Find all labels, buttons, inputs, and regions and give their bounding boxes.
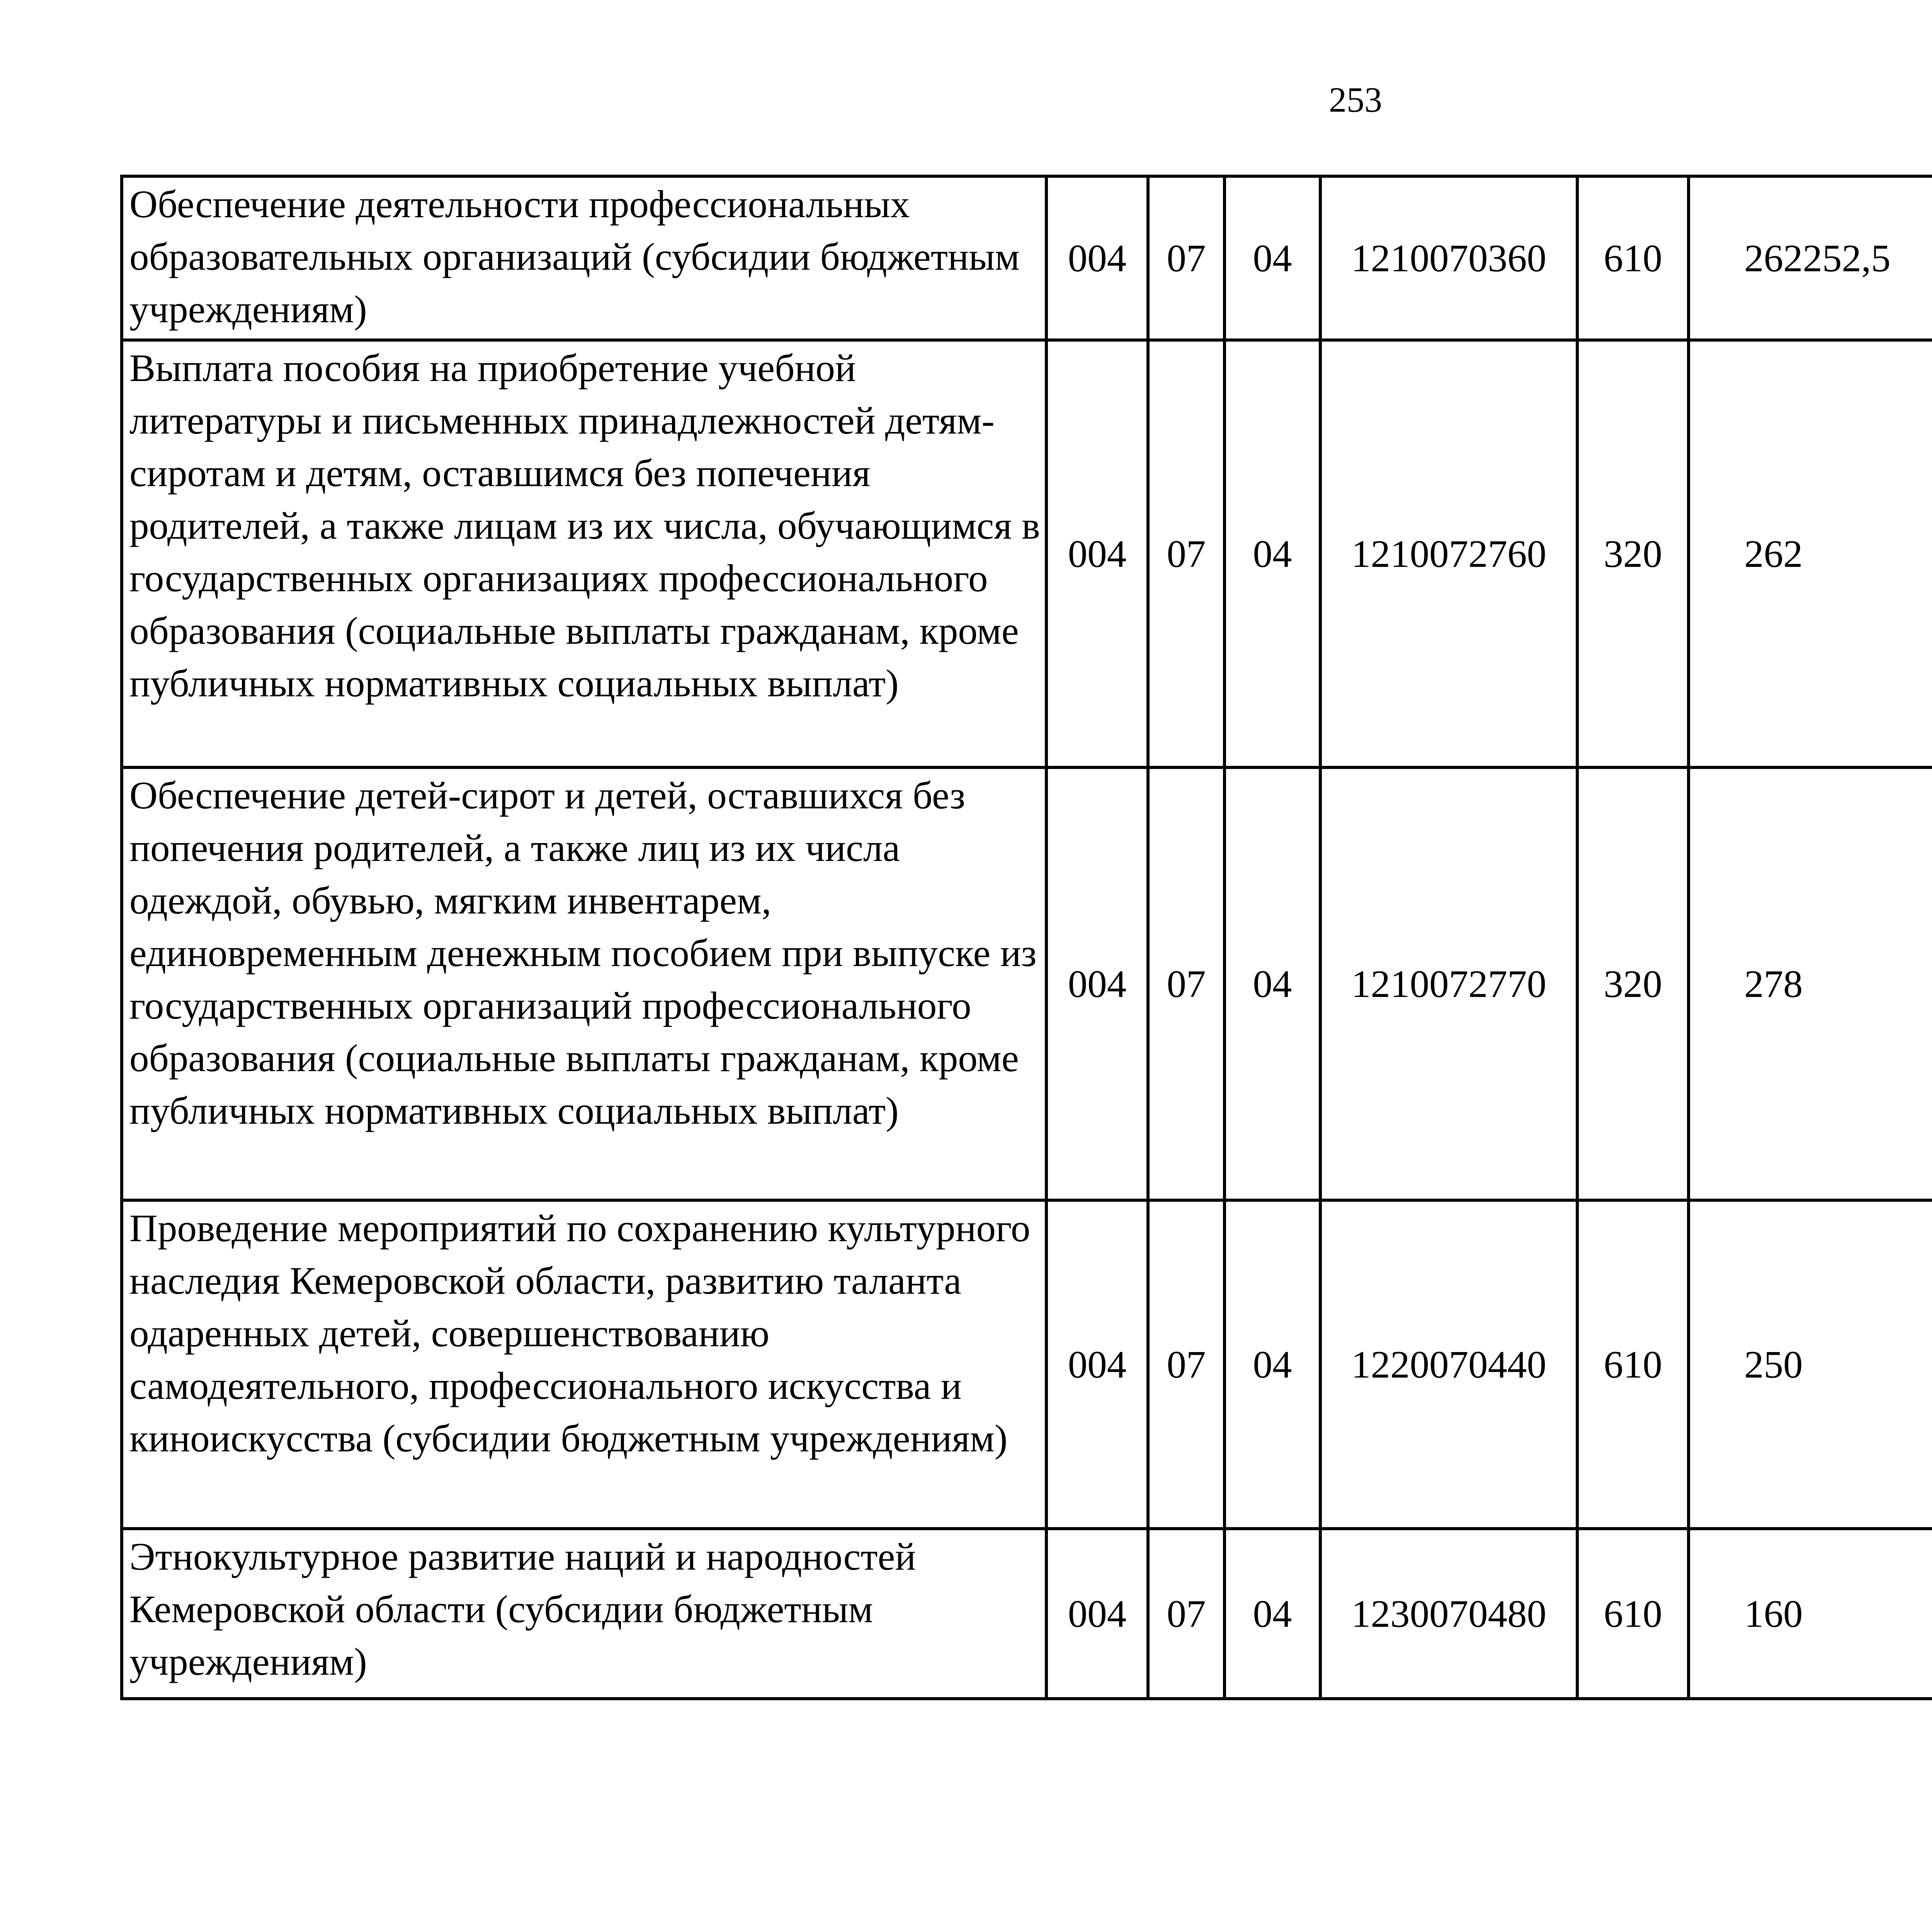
row-sum-year-1: 250 bbox=[1689, 1200, 1932, 1529]
row-ved-code: 004 bbox=[1046, 1529, 1148, 1699]
row-subsection-code: 04 bbox=[1225, 1529, 1320, 1699]
row-expense-type: 320 bbox=[1577, 340, 1689, 767]
row-expense-type: 320 bbox=[1577, 767, 1689, 1200]
row-target-article: 1210070360 bbox=[1320, 176, 1577, 340]
table-row bbox=[122, 176, 1932, 340]
row-ved-code: 004 bbox=[1046, 767, 1148, 1200]
row-description: Этнокультурное развитие наций и народностей Кемеровской области (субсидии бюджетным учреждениям) bbox=[122, 1529, 1046, 1699]
row-ved-code: 004 bbox=[1046, 176, 1148, 340]
row-section-code: 07 bbox=[1148, 340, 1225, 767]
row-section-code: 07 bbox=[1148, 767, 1225, 1200]
row-expense-type: 610 bbox=[1577, 176, 1689, 340]
row-target-article: 1230070480 bbox=[1320, 1529, 1577, 1699]
table-row bbox=[122, 767, 1932, 1200]
row-sum-year-1: 262252,5 bbox=[1689, 176, 1932, 340]
row-subsection-code: 04 bbox=[1225, 340, 1320, 767]
table-row bbox=[122, 1200, 1932, 1529]
row-target-article: 1210072770 bbox=[1320, 767, 1577, 1200]
budget-table bbox=[120, 175, 1932, 1700]
row-expense-type: 610 bbox=[1577, 1200, 1689, 1529]
row-expense-type: 610 bbox=[1577, 1529, 1689, 1699]
row-target-article: 1220070440 bbox=[1320, 1200, 1577, 1529]
row-description: Обеспечение деятельности профессиональных образовательных организаций (субсидии бюджетным учреждениям) bbox=[122, 176, 1046, 340]
row-section-code: 07 bbox=[1148, 1529, 1225, 1699]
row-sum-year-1: 278 bbox=[1689, 767, 1932, 1200]
row-description: Обеспечение детей-сирот и детей, оставшихся без попечения родителей, а также лиц из их числа одеждой, обувью, мягким инвентарем, единовременным денежным пособием при выпуске из государственных организаций профессионального образования (социальные выплаты гражданам, кроме публичных нормативных социальных выплат) bbox=[122, 767, 1046, 1200]
row-section-code: 07 bbox=[1148, 176, 1225, 340]
row-description: Выплата пособия на приобретение учебной литературы и письменных принадлежностей детям-сиротам и детям, оставшимся без попечения родителей, а также лицам из их числа, обучающимся в государственных организациях профессионального образования (социальные выплаты гражданам, кроме публичных нормативных социальных выплат) bbox=[122, 340, 1046, 767]
row-description: Проведение мероприятий по сохранению культурного наследия Кемеровской области, развитию таланта одаренных детей, совершенствованию самодеятельного, профессионального искусства и киноискусства (субсидии бюджетным учреждениям) bbox=[122, 1200, 1046, 1529]
row-subsection-code: 04 bbox=[1225, 767, 1320, 1200]
page-number: 253 bbox=[1329, 80, 1382, 119]
row-sum-year-1: 262 bbox=[1689, 340, 1932, 767]
table-row bbox=[122, 340, 1932, 767]
row-subsection-code: 04 bbox=[1225, 1200, 1320, 1529]
row-ved-code: 004 bbox=[1046, 340, 1148, 767]
row-ved-code: 004 bbox=[1046, 1200, 1148, 1529]
row-section-code: 07 bbox=[1148, 1200, 1225, 1529]
row-subsection-code: 04 bbox=[1225, 176, 1320, 340]
row-target-article: 1210072760 bbox=[1320, 340, 1577, 767]
table-row bbox=[122, 1529, 1932, 1699]
row-sum-year-1: 160 bbox=[1689, 1529, 1932, 1699]
